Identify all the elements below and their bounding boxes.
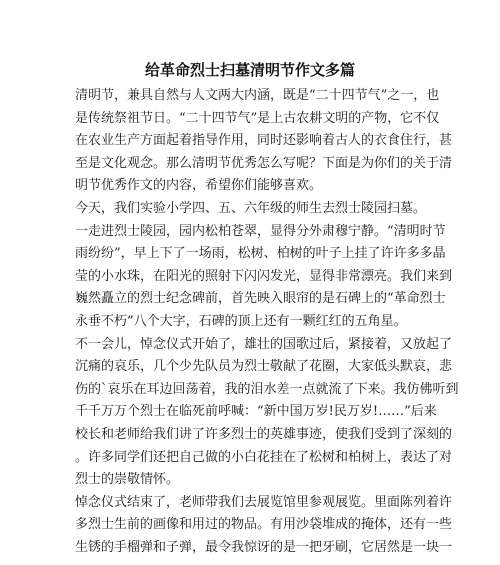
body-line-9: 莹的小水珠，在阳光的照射下闪闪发光，显得非常漂亮。我们来到 (75, 268, 453, 284)
body-line-7: 一走进烈士陵园，园内松柏苍翠，显得分外肃穆宁静。“清明时节 (75, 223, 446, 239)
body-line-4: 至是文化观念。那么清明节优秀怎么写呢？下面是为你们的关于清 (75, 155, 453, 171)
body-line-18: 烈士的崇敬情怀。 (75, 472, 180, 488)
body-line-15: 千千万万个烈士在临死前呼喊：“新中国万岁!民万岁!……”后来 (75, 404, 437, 420)
body-line-5: 明节优秀作文的内容，希望你们能够喜欢。 (75, 178, 323, 194)
body-line-14: 伤的`哀乐在耳边回荡着，我的泪水差一点就流了下来。我仿佛听到 (75, 381, 459, 397)
body-line-16: 校长和老师给我们讲了许多烈士的英雄事迹，使我们受到了深刻的 (75, 427, 453, 442)
document-title: 给革命烈士扫墓清明节作文多篇 (144, 61, 355, 79)
body-line-21: 生锈的手榴弹和子弹，最令我惊讶的是一把牙刷，它居然是一块一 (75, 540, 453, 555)
body-line-13: 沉痛的哀乐，几个少先队员为烈士敬献了花圈，大家低头默哀，悲 (75, 359, 453, 375)
body-line-17: 。许多同学们还把自己做的小白花挂在了松树和柏树上，表达了对 (75, 449, 453, 465)
body-line-20: 多烈士生前的画像和用过的物品。有用沙袋堆成的掩体，还有一些 (75, 517, 453, 533)
body-line-8: 雨纷纷”，早上下了一场雨，松树、柏树的叶子上挂了许许多多晶 (75, 246, 446, 262)
body-line-12: 不一会儿，悼念仪式开始了，雄壮的国歌过后，紧接着，又放起了 (75, 336, 453, 352)
body-line-10: 巍然矗立的烈士纪念碑前，首先映入眼帘的是石碑上的“革命烈士 (75, 291, 446, 307)
body-line-19: 悼念仪式结束了，老师带我们去展览馆里参观展览。里面陈列着许 (75, 494, 453, 510)
body-line-3: 在农业生产方面起着指导作用，同时还影响着古人的衣食住行，甚 (75, 133, 453, 149)
body-line-11: 永垂不朽”八个大字，石碑的顶上还有一颗红红的五角星。 (75, 314, 407, 329)
body-line-6: 今天，我们实验小学四、五、六年级的师生去烈士陵园扫墓。 (75, 201, 427, 216)
body-line-1: 清明节，兼具自然与人文两大内涵，既是“二十四节气”之一，也 (75, 88, 440, 103)
body-line-2: 是传统祭祖节日。“二十四节气”是上古农耕文明的产物，它不仅 (75, 110, 440, 126)
